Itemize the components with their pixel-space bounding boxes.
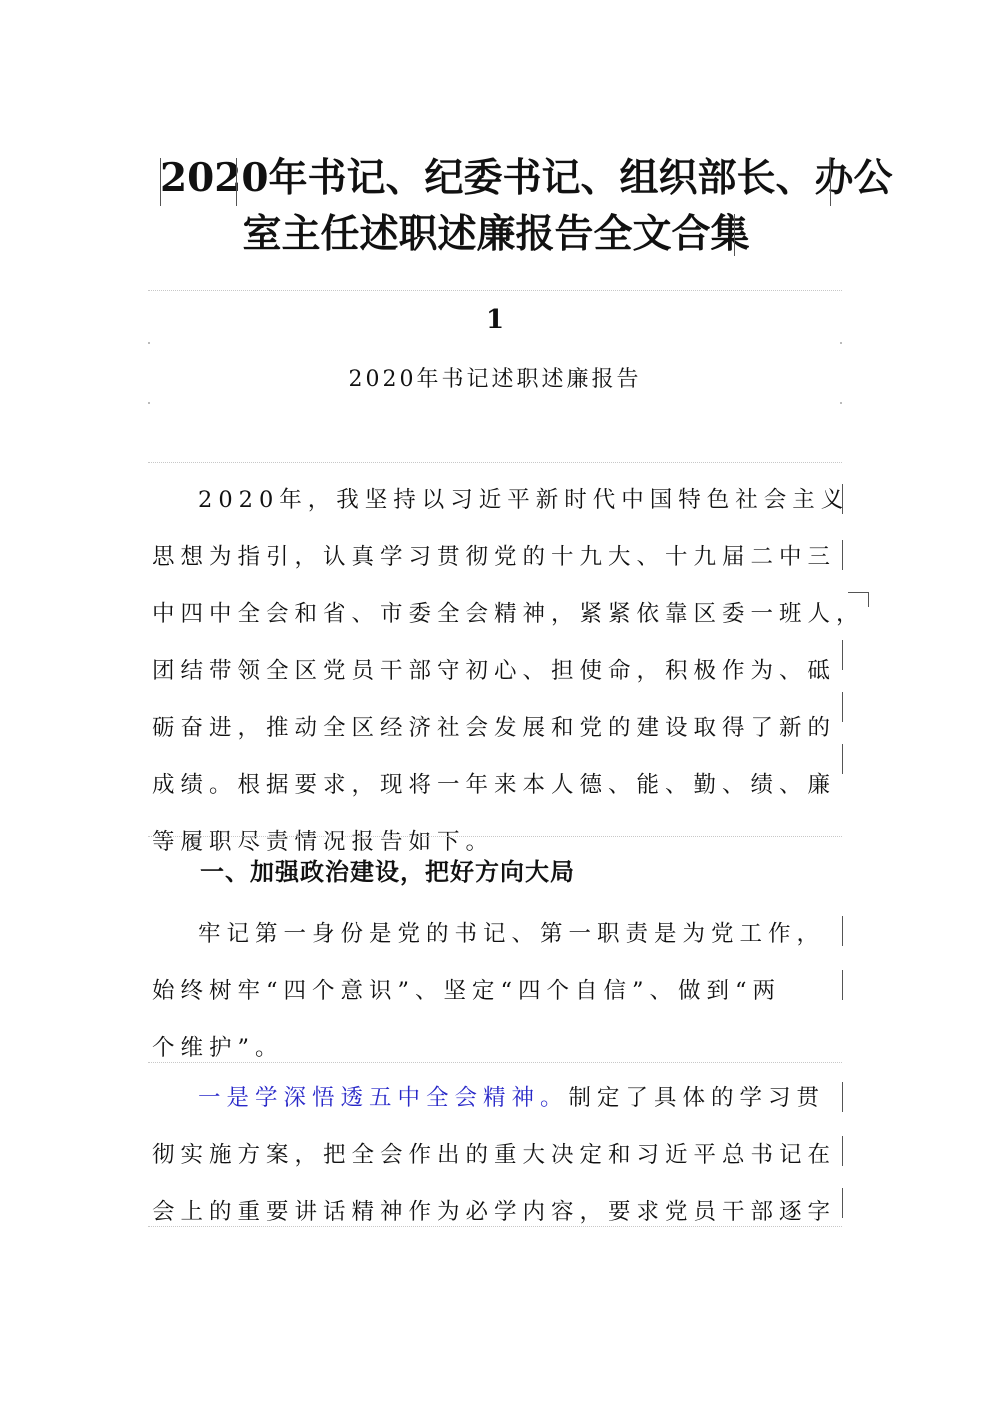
paragraph-text: 制定了具体的学习贯	[568, 1085, 826, 1111]
divider	[148, 1062, 842, 1063]
margin-mark	[842, 1188, 843, 1218]
section-heading: 一、加强政治建设，把好方向大局	[200, 857, 575, 886]
divider	[148, 462, 842, 463]
margin-corner-mark	[848, 592, 869, 607]
divider	[148, 290, 842, 291]
title-edge-mark-end	[734, 214, 735, 256]
paragraph-line: 成绩。根据要求，现将一年来本人德、能、勤、绩、廉	[152, 772, 837, 798]
divider	[148, 1226, 842, 1227]
title-edge-mark-right	[830, 158, 831, 206]
margin-tick	[148, 402, 150, 404]
title-edge-mark-mid	[236, 158, 237, 206]
margin-mark	[842, 970, 843, 1000]
paragraph-line: 中四中全会和省、市委全会精神，紧紧依靠区委一班人，	[152, 601, 865, 627]
paragraph-line: 彻实施方案，把全会作出的重大决定和习近平总书记在	[152, 1142, 837, 1168]
margin-mark	[842, 1082, 843, 1112]
margin-tick	[148, 342, 150, 344]
divider	[148, 836, 842, 837]
margin-mark	[842, 916, 843, 946]
margin-mark	[842, 692, 843, 722]
paragraph-line: 思想为指引，认真学习贯彻党的十九大、十九届二中三	[152, 544, 837, 570]
margin-mark	[842, 484, 843, 514]
paragraph-line: 始终树牢“四个意识”、坚定“四个自信”、做到“两	[152, 978, 782, 1004]
margin-mark	[842, 640, 843, 670]
paragraph-line	[152, 1070, 842, 1127]
title-line-2: 室主任述职述廉报告全文合集	[242, 211, 750, 257]
title-edge-mark-left	[160, 158, 161, 206]
paragraph-line: 牢记第一身份是党的书记、第一职责是为党工作，	[198, 921, 826, 947]
subtitle: 2020年书记述职述廉报告	[348, 367, 642, 392]
paragraph-two	[152, 906, 842, 1077]
paragraph-line: 2020年，我坚持以习近平新时代中国特色社会主义	[198, 487, 850, 513]
section-number: 1	[485, 305, 505, 335]
document-title	[160, 150, 893, 262]
paragraph-line: 等履职尽责情况报告如下。	[152, 829, 495, 855]
paragraph-three	[152, 1070, 842, 1241]
margin-mark	[842, 1136, 843, 1166]
paragraph-line: 团结带领全区党员干部守初心、担使命，积极作为、砥	[152, 658, 837, 684]
title-line-1: 2020年书记、纪委书记、组织部长、办公	[160, 155, 893, 201]
paragraph-line: 砺奋进，推动全区经济社会发展和党的建设取得了新的	[152, 715, 837, 741]
paragraph-line: 会上的重要讲话精神作为必学内容，要求党员干部逐字	[152, 1199, 837, 1225]
highlight-text: 一是学深悟透五中全会精神。	[198, 1085, 569, 1111]
paragraph-line: 个维护”。	[152, 1035, 284, 1061]
intro-paragraph	[152, 472, 865, 871]
margin-mark	[842, 540, 843, 570]
margin-tick	[840, 342, 842, 344]
margin-mark	[842, 744, 843, 774]
margin-tick	[840, 402, 842, 404]
